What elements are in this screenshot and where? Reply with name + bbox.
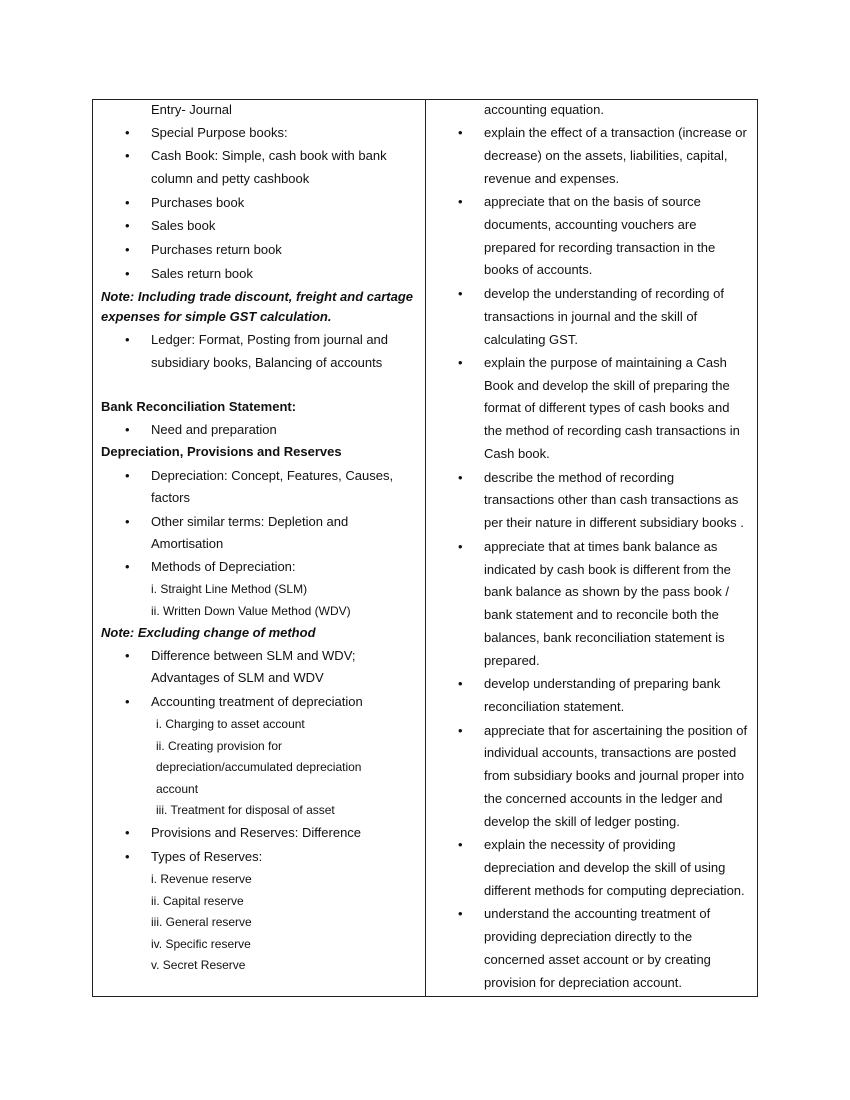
list-item: reconciliation statement. — [484, 699, 625, 714]
list-item: Depreciation: Concept, Features, Causes, — [151, 468, 394, 483]
bullet-icon: • — [458, 355, 463, 370]
section-heading: Bank Reconciliation Statement: — [101, 399, 297, 414]
list-item: Accounting treatment of depreciation — [151, 694, 363, 709]
list-item: subsidiary books, Balancing of accounts — [151, 355, 383, 370]
list-item: explain the effect of a transaction (increase or — [484, 125, 747, 140]
list-item: i. Charging to asset account — [156, 717, 305, 731]
bullet-icon: • — [125, 422, 130, 437]
list-item: provision for depreciation account. — [484, 975, 683, 990]
list-item: develop understanding of preparing bank — [484, 676, 721, 691]
list-item: appreciate that for ascertaining the position of — [484, 723, 748, 738]
section-heading: Note: Including trade discount, freight and cartage — [101, 289, 414, 304]
list-item: factors — [151, 490, 191, 505]
bullet-icon: • — [125, 242, 130, 257]
list-item: Cash book. — [484, 446, 550, 461]
list-item: ii. Written Down Value Method (WDV) — [151, 604, 351, 618]
bullet-icon: • — [125, 559, 130, 574]
list-item: iv. Specific reserve — [151, 937, 251, 951]
section-heading: expenses for simple GST calculation. — [101, 309, 332, 324]
content-column — [93, 100, 426, 996]
bullet-icon: • — [125, 148, 130, 163]
list-item: Difference between SLM and WDV; — [151, 648, 356, 663]
list-item: depreciation/accumulated depreciation — [156, 760, 362, 774]
list-item: Sales book — [151, 218, 216, 233]
list-item: Other similar terms: Depletion and — [151, 514, 349, 529]
bullet-icon: • — [125, 648, 130, 663]
list-item: iii. Treatment for disposal of asset — [156, 803, 335, 817]
list-item: prepared. — [484, 653, 540, 668]
list-item: Advantages of SLM and WDV — [151, 670, 324, 685]
list-item: format of different types of cash books and — [484, 400, 730, 415]
list-item: explain the necessity of providing — [484, 837, 676, 852]
bullet-icon: • — [125, 514, 130, 529]
bullet-icon: • — [125, 332, 130, 347]
bullet-icon: • — [458, 539, 463, 554]
list-item: develop the skill of ledger posting. — [484, 814, 680, 829]
list-item: Amortisation — [151, 536, 224, 551]
list-item: bank balance as shown by the pass book / — [484, 584, 729, 599]
bullet-icon: • — [458, 470, 463, 485]
learning-outcomes-column — [426, 100, 757, 996]
list-item: iii. General reserve — [151, 915, 252, 929]
section-heading: Note: Excluding change of method — [101, 625, 316, 640]
list-item: from subsidiary books and journal proper into — [484, 768, 745, 783]
list-item: develop the understanding of recording of — [484, 286, 724, 301]
list-item: balances, bank reconciliation statement is — [484, 630, 725, 645]
list-item: individual accounts, transactions are posted — [484, 745, 737, 760]
list-item: ii. Capital reserve — [151, 894, 244, 908]
list-item: Sales return book — [151, 266, 253, 281]
list-item: Special Purpose books: — [151, 125, 288, 140]
list-item: Purchases book — [151, 195, 245, 210]
list-item: decrease) on the assets, liabilities, capital, — [484, 148, 728, 163]
list-item: indicated by cash book is different from the — [484, 562, 731, 577]
bullet-icon: • — [458, 194, 463, 209]
list-item: calculating GST. — [484, 332, 578, 347]
list-item: account — [156, 782, 199, 796]
bullet-icon: • — [125, 195, 130, 210]
list-item: Book and develop the skill of preparing the — [484, 378, 730, 393]
bullet-icon: • — [458, 125, 463, 140]
list-item: i. Revenue reserve — [151, 872, 252, 886]
list-item: books of accounts. — [484, 262, 593, 277]
list-item: v. Secret Reserve — [151, 958, 246, 972]
bullet-icon: • — [125, 694, 130, 709]
list-item: column and petty cashbook — [151, 171, 310, 186]
list-item: Ledger: Format, Posting from journal and — [151, 332, 389, 347]
bullet-icon: • — [125, 849, 130, 864]
bullet-icon: • — [125, 266, 130, 281]
bullet-icon: • — [125, 825, 130, 840]
bullet-icon: • — [458, 906, 463, 921]
list-item: Provisions and Reserves: Difference — [151, 825, 362, 840]
list-item: per their nature in different subsidiary books . — [484, 515, 744, 530]
list-item: the concerned accounts in the ledger and — [484, 791, 723, 806]
list-item: bank statement and to reconcile both the — [484, 607, 719, 622]
section-heading: Depreciation, Provisions and Reserves — [101, 444, 342, 459]
list-item: explain the purpose of maintaining a Cash — [484, 355, 727, 370]
list-item: transactions in journal and the skill of — [484, 309, 698, 324]
list-item: Cash Book: Simple, cash book with bank — [151, 148, 387, 163]
list-item: Types of Reserves: — [151, 849, 263, 864]
list-item: Purchases return book — [151, 242, 282, 257]
list-item: appreciate that at times bank balance as — [484, 539, 718, 554]
list-item: prepared for recording transaction in the — [484, 240, 716, 255]
list-item: depreciation and develop the skill of using — [484, 860, 726, 875]
list-item: ii. Creating provision for — [156, 739, 283, 753]
list-item: concerned asset account or by creating — [484, 952, 711, 967]
list-item: understand the accounting treatment of — [484, 906, 711, 921]
list-item: Methods of Depreciation: — [151, 559, 296, 574]
bullet-icon: • — [458, 286, 463, 301]
list-item: different methods for computing depreciation. — [484, 883, 745, 898]
list-item: i. Straight Line Method (SLM) — [151, 582, 308, 596]
bullet-icon: • — [125, 218, 130, 233]
list-item: Need and preparation — [151, 422, 277, 437]
bullet-icon: • — [458, 676, 463, 691]
bullet-icon: • — [458, 837, 463, 852]
list-item: revenue and expenses. — [484, 171, 620, 186]
list-item: appreciate that on the basis of source — [484, 194, 701, 209]
list-item: transactions other than cash transactions as — [484, 492, 739, 507]
bullet-icon: • — [458, 723, 463, 738]
list-item: Entry- Journal — [151, 102, 232, 117]
bullet-icon: • — [125, 125, 130, 140]
list-item: describe the method of recording — [484, 470, 675, 485]
list-item: documents, accounting vouchers are — [484, 217, 697, 232]
list-item: the method of recording cash transactions in — [484, 423, 740, 438]
list-item: accounting equation. — [484, 102, 604, 117]
bullet-icon: • — [125, 468, 130, 483]
list-item: providing depreciation directly to the — [484, 929, 693, 944]
syllabus-table — [92, 99, 758, 997]
